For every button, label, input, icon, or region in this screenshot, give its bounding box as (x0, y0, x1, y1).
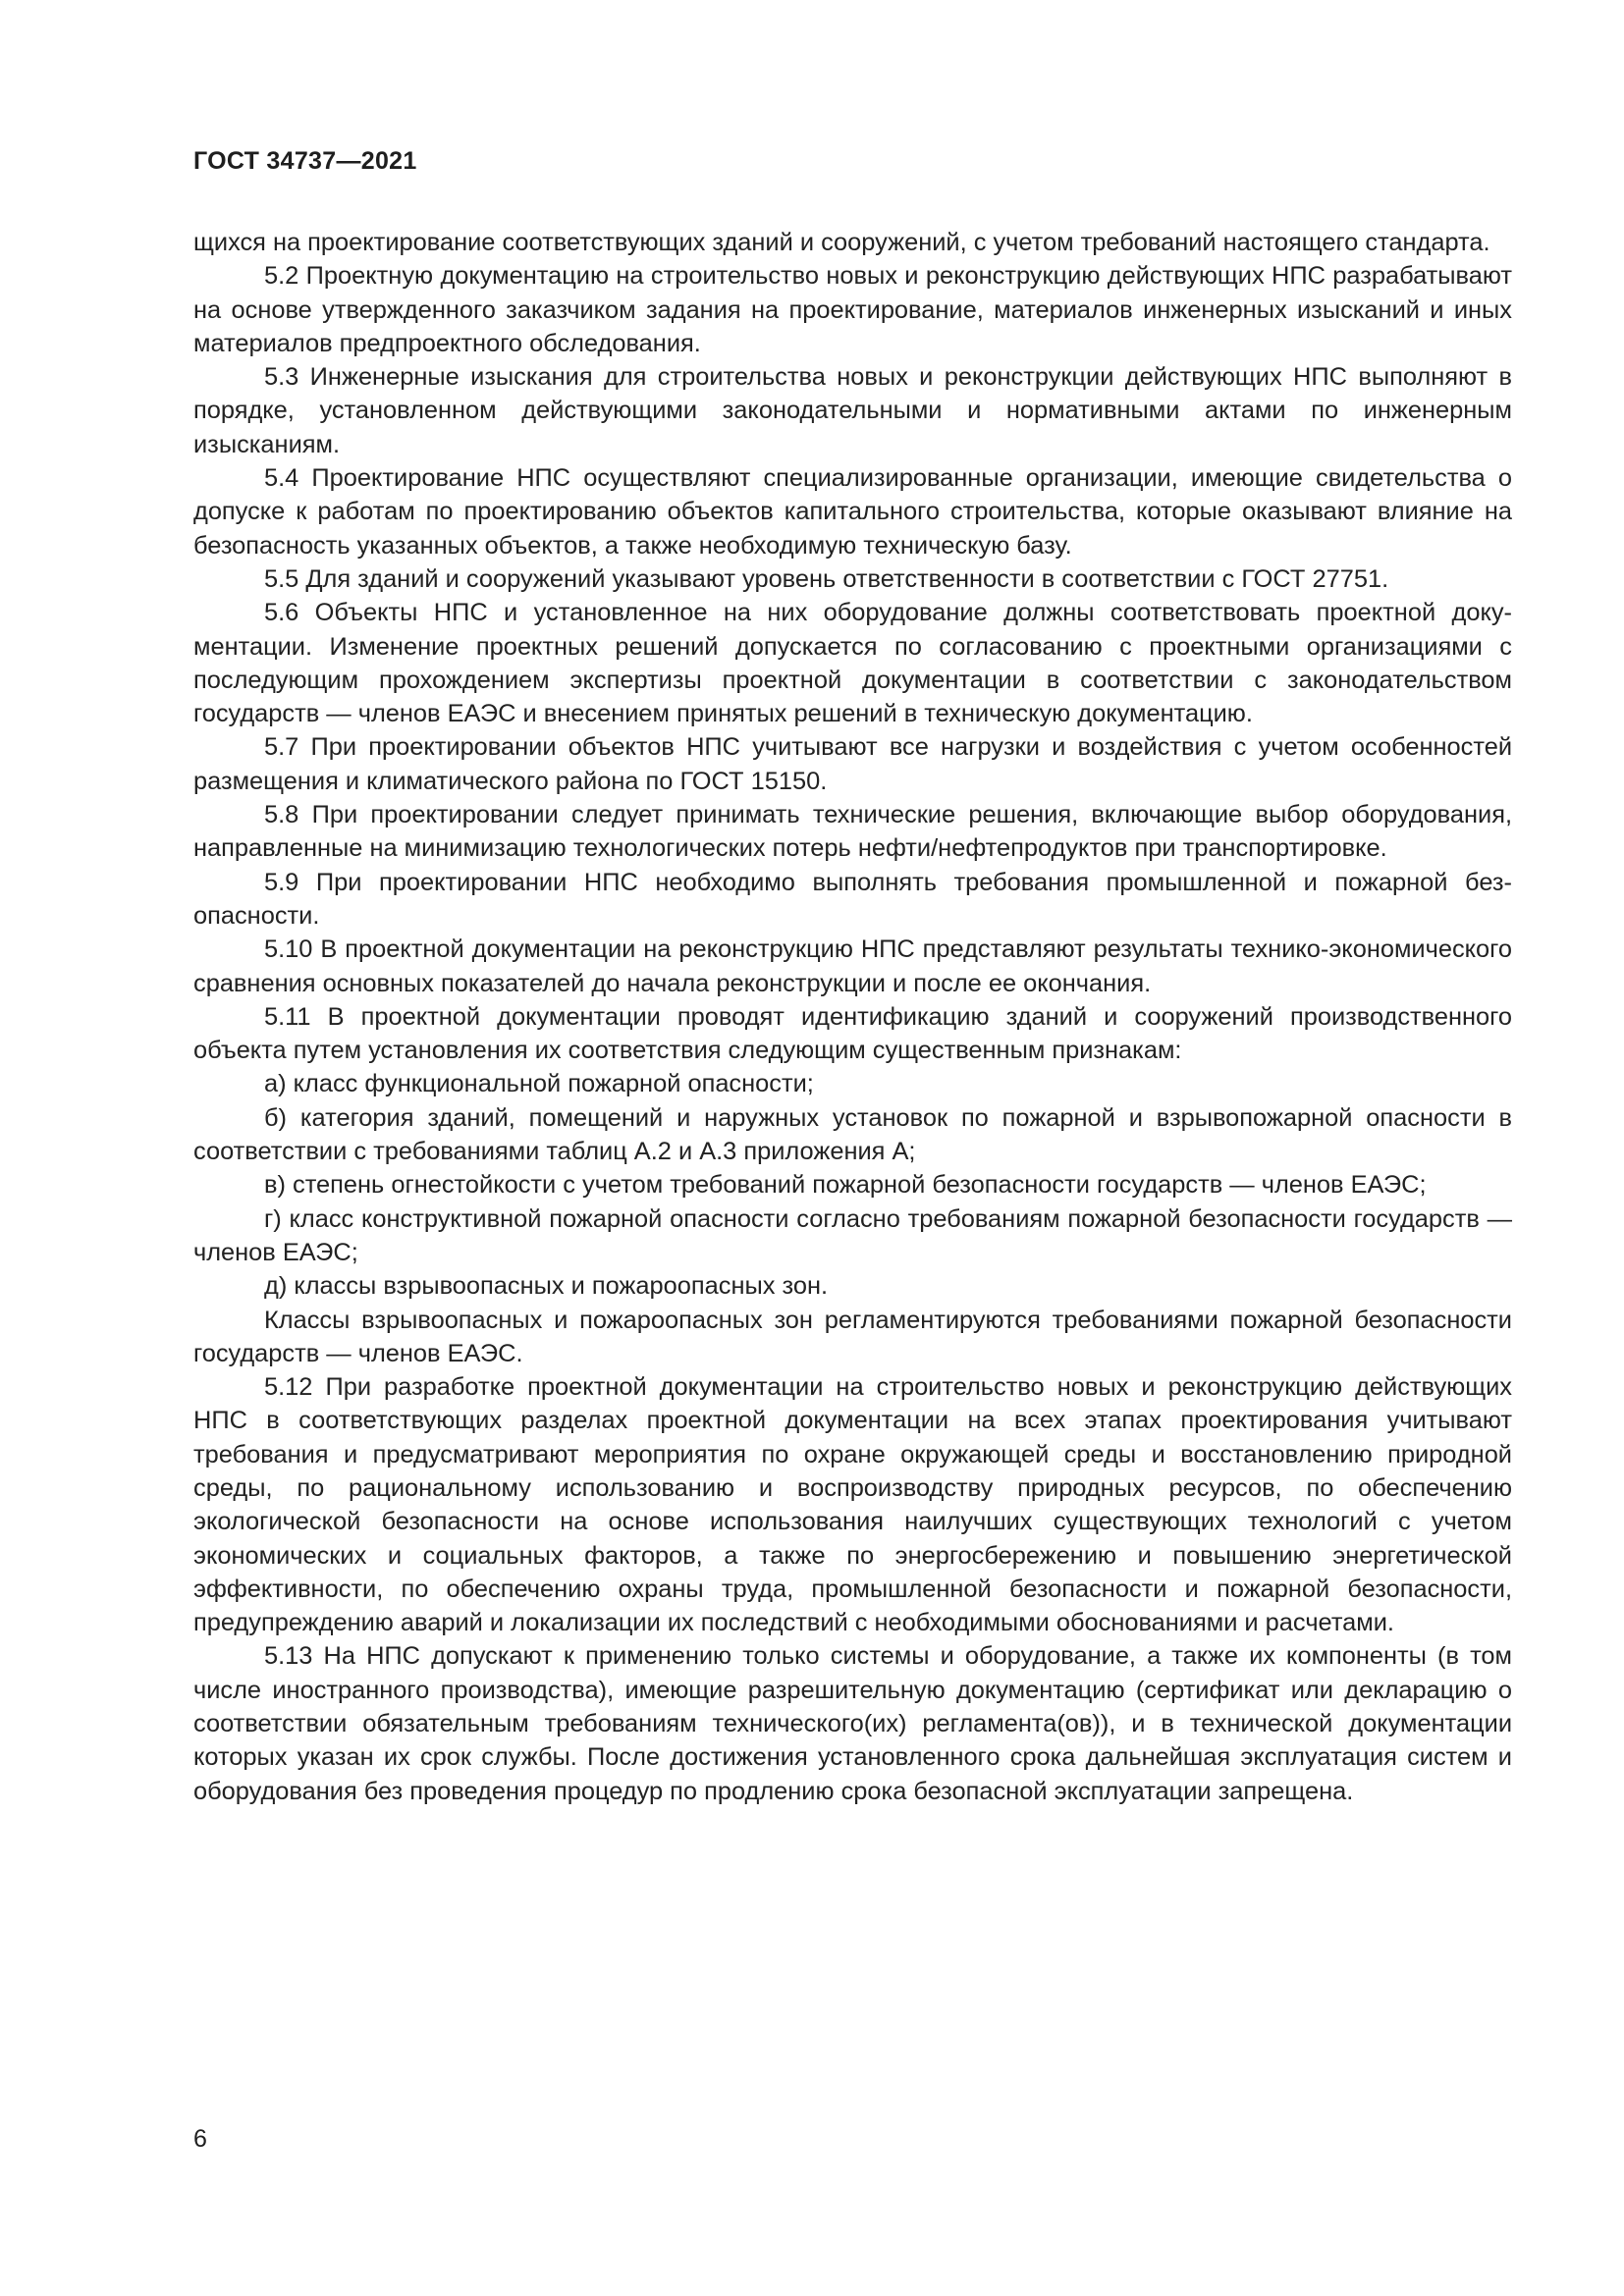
paragraph-5-6: 5.6 Объекты НПС и установленное на них оборудование должны соответствовать проектной документации. Изменение проектных решений допускается по согласованию с проектными организациями с последующим прохождением экспертизы проектной документации в соответствии с законодательством государств — членов ЕАЭС и внесением принятых решений в техническую документацию. (193, 599, 1512, 728)
document-header: ГОСТ 34737—2021 (193, 147, 417, 175)
paragraph-continuation: щихся на проектирование соответствующих зданий и сооружений, с учетом требований настоящего стандарта. (193, 229, 1490, 256)
paragraph-5-13: 5.13 На НПС допускают к применению только системы и оборудование, а также их компоненты (в том числе иностранного производства), имеющие разрешительную документацию (сертификат или декларацию о соответствии обязательным требованиям технического(их) регламента(ов)), и в технической документации которых указан их срок службы. После достижения установленного срока дальнейшая эксплуатация систем и оборудования без проведения процедур по продлению срока безопасной эксплуатации запрещена. (193, 1642, 1512, 1805)
paragraph-5-3: 5.3 Инженерные изыскания для строительства новых и реконструкции действующих НПС выполняют в порядке, установленном действующими законодательными и нормативными актами по инженерным изысканиям. (193, 363, 1512, 458)
list-item-d: д) классы взрывоопасных и пожароопасных зон. (264, 1272, 829, 1301)
list-item-a: а) класс функциональной пожарной опасности; (264, 1070, 814, 1098)
paragraph-5-11: 5.11 В проектной документации проводят идентификацию зданий и сооружений производственного объекта путем установления их соответствия следующим существенным признакам: (193, 1002, 1512, 1065)
paragraph-5-4: 5.4 Проектирование НПС осуществляют специализированные организации, имеющие свидетельства о допуске к работам по проектированию объектов капитального строительства, которые оказывают влияние на безопасность указанных объектов, а также необходимую техническую базу. (193, 464, 1512, 560)
paragraph-5-5: 5.5 Для зданий и сооружений указывают уровень ответственности в соответствии с ГОСТ 27751. (264, 564, 1389, 593)
page-number: 6 (193, 2125, 207, 2153)
body-text (193, 226, 1512, 1808)
paragraph-5-8: 5.8 При проектировании следует принимать технические решения, включающие выбор оборудования, направленные на минимизацию технологических потерь нефти/нефтепродуктов при транспортировке. (193, 801, 1512, 863)
list-item-b: б) категория зданий, помещений и наружных установок по пожарной и взрывопожарной опасности в соответствии с требованиями таблиц А.2 и А.3 приложения А; (193, 1103, 1512, 1166)
paragraph-5-2: 5.2 Проектную документацию на строительство новых и реконструкцию действующих НПС разрабатывают на основе утвержденного заказчиком задания на проектирование, материалов инженерных изысканий и иных материалов предпроектного обследования. (193, 262, 1512, 357)
paragraph-5-12: 5.12 При разработке проектной документации на строительство новых и реконструкцию действующих НПС в соответствующих разделах проектной документации на всех этапах проектирования учитывают требования и предусматривают мероприятия по охране окружающей среды и восстановлению природной среды, по рациональному использованию и воспроизводству природных ресурсов, по обеспечению экологической безопасности на основе использования наилучших существующих технологий с учетом экономических и социальных факторов, а также по энергосбережению и повышению энергетической эффективности, по обеспечению охраны труда, промышленной безопасности и пожарной безопасности, предупреждению аварий и локализации их последствий с необходимыми обоснованиями и расчетами. (193, 1373, 1512, 1637)
paragraph-zones-note: Классы взрывоопасных и пожароопасных зон регламентируются требованиями пожарной безопасности государств — членов ЕАЭС. (193, 1306, 1512, 1367)
paragraph-5-10: 5.10 В проектной документации на реконструкцию НПС представляют результаты технико-экономического сравнения основных показателей до начала реконструкции и после ее окончания. (193, 935, 1512, 997)
list-item-g: г) класс конструктивной пожарной опасности согласно требованиям пожарной безопасности государств — членов ЕАЭС; (193, 1204, 1512, 1266)
list-item-v: в) степень огнестойкости с учетом требований пожарной безопасности государств — членов ЕАЭС; (264, 1171, 1427, 1200)
paragraph-5-7: 5.7 При проектировании объектов НПС учитывают все нагрузки и воздействия с учетом особенностей размещения и климатического района по ГОСТ 15150. (193, 733, 1512, 795)
paragraph-5-9: 5.9 При проектировании НПС необходимо выполнять требования промышленной и пожарной безопасности. (193, 868, 1512, 930)
